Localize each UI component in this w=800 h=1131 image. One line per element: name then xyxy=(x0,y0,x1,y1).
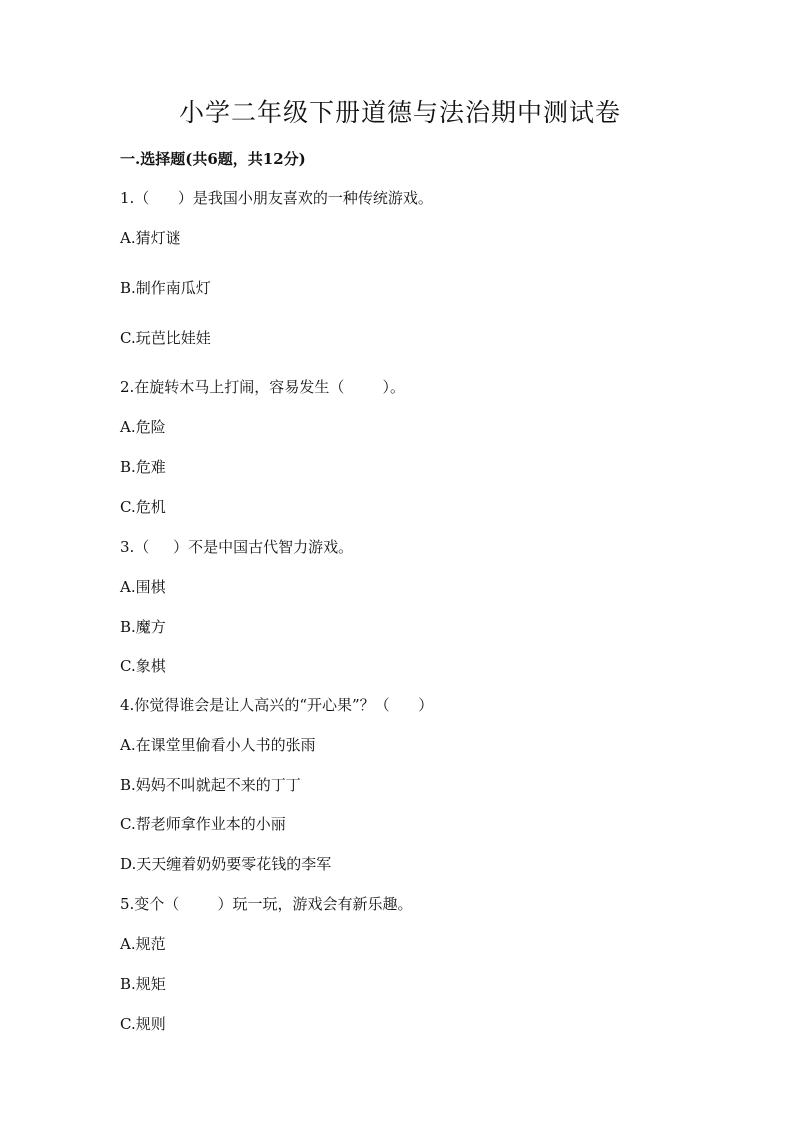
question-3-option-c: C.象棋 xyxy=(120,657,166,675)
question-3-option-b: B.魔方 xyxy=(120,618,166,636)
question-1-stem: 1.（ ）是我国小朋友喜欢的一种传统游戏。 xyxy=(120,189,433,207)
question-1-option-c: C.玩芭比娃娃 xyxy=(120,329,211,347)
question-4-option-a: A.在课堂里偷看小人书的张雨 xyxy=(120,736,316,754)
question-1-option-b: B.制作南瓜灯 xyxy=(120,279,211,297)
question-5-option-c: C.规则 xyxy=(120,1015,166,1033)
question-3-stem: 3.（ ）不是中国古代智力游戏。 xyxy=(120,538,354,556)
page-title: 小学二年级下册道德与法治期中测试卷 xyxy=(178,98,621,127)
question-4-option-b: B.妈妈不叫就起不来的丁丁 xyxy=(120,776,301,794)
question-1-option-a: A.猜灯谜 xyxy=(120,229,181,247)
section-title: 一.选择题(共6题，共12分) xyxy=(120,150,306,168)
question-2-option-a: A.危险 xyxy=(120,418,166,436)
question-2-option-c: C.危机 xyxy=(120,498,166,516)
question-3-option-a: A.围棋 xyxy=(120,578,166,596)
question-4-stem: 4.你觉得谁会是让人高兴的“开心果”？（ ） xyxy=(120,696,434,714)
question-2-option-b: B.危难 xyxy=(120,458,166,476)
question-2-stem: 2.在旋转木马上打闹，容易发生（ ）。 xyxy=(120,378,405,396)
question-5-stem: 5.变个（ ）玩一玩，游戏会有新乐趣。 xyxy=(120,895,413,913)
question-4-option-c: C.帮老师拿作业本的小丽 xyxy=(120,815,286,833)
question-5-option-a: A.规范 xyxy=(120,935,166,953)
question-4-option-d: D.天天缠着奶奶要零花钱的李军 xyxy=(120,855,332,873)
question-5-option-b: B.规矩 xyxy=(120,975,166,993)
